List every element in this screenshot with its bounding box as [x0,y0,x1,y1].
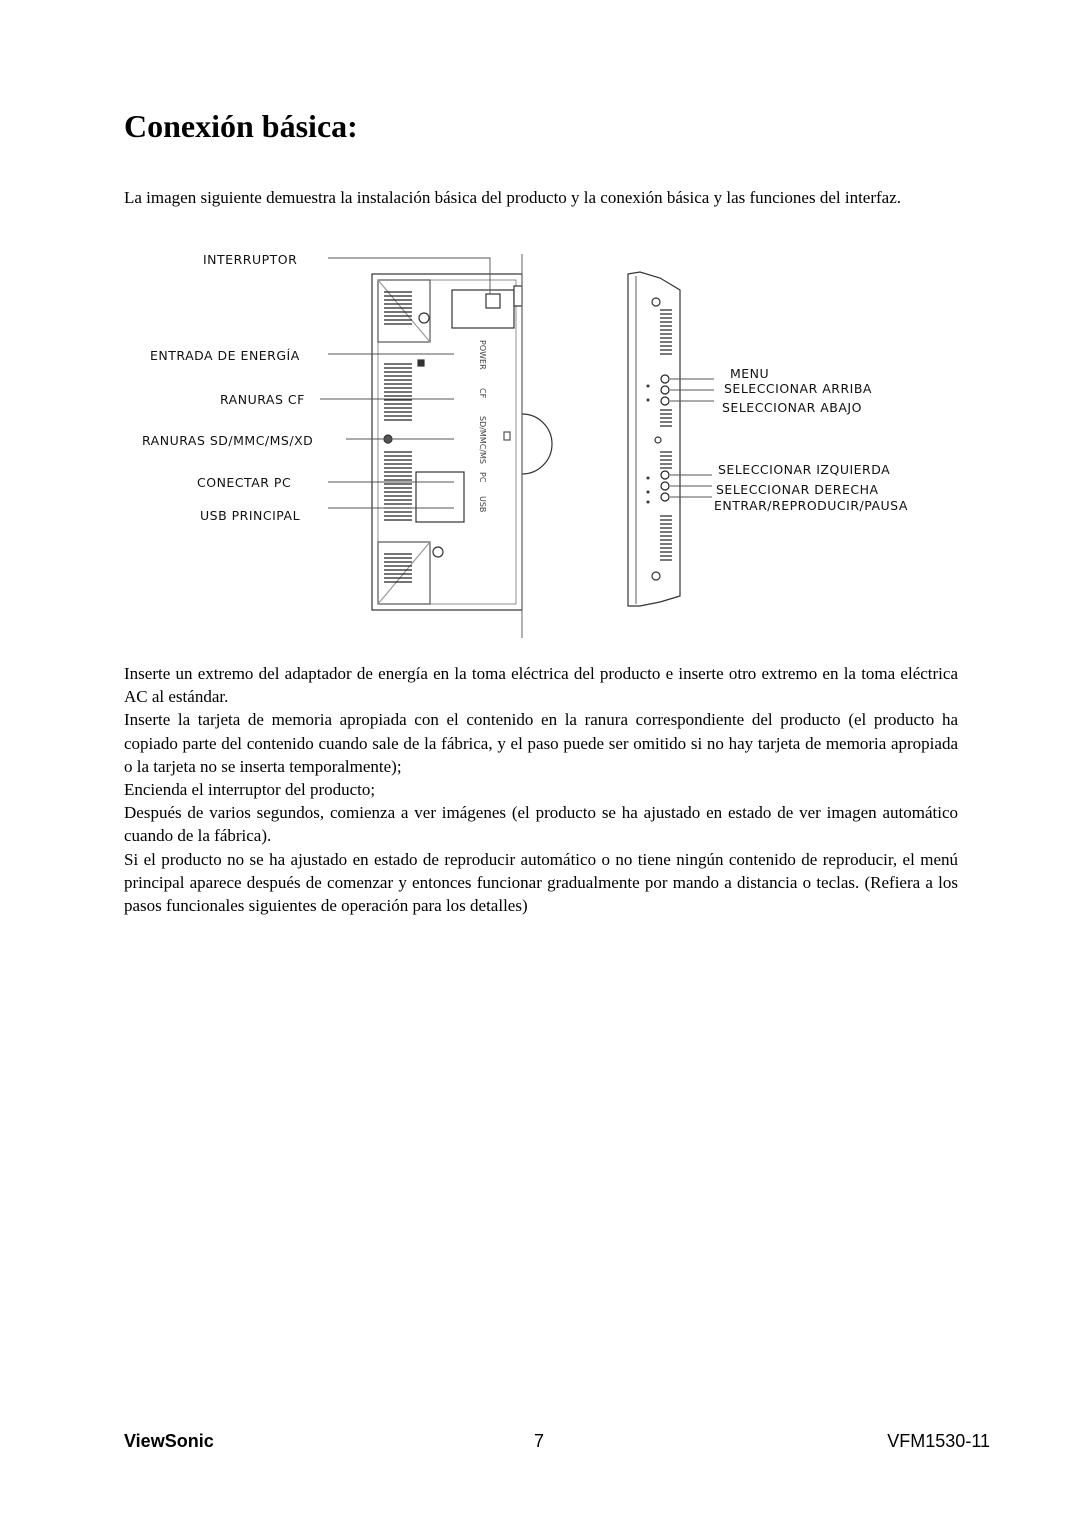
page-number: 7 [534,1431,545,1451]
right-button-icon [661,482,669,490]
side-view [628,272,680,606]
footer-model: VFM1530-11 [887,1431,990,1451]
side-vents [660,310,672,560]
left-button-icon [661,471,669,479]
label-seleccionar-arriba: SELECCIONAR ARRIBA [724,381,872,396]
label-conectar-pc: CONECTAR PC [197,475,292,490]
label-seleccionar-abajo: SELECCIONAR ABAJO [722,400,862,415]
paragraph-2: Inserte la tarjeta de memoria apropiada con el contenido en la ranura correspondiente del producto (el producto ha copiado parte del contenido cuando sale de la fábrica, y el paso puede ser omitido si no hay tarjeta de memoria apropiada o la tarjeta no se inserta temporalmente); [124,710,958,776]
port-label-cf: CF [478,388,487,399]
stand-hinge-icon [522,414,552,474]
up-button-icon [661,386,669,394]
footer-brand: ViewSonic [124,1431,214,1451]
label-entrar-reproducir: ENTRAR/REPRODUCIR/PAUSA [714,498,908,513]
port-label-usb: USB [478,496,487,513]
page-footer [124,1431,990,1459]
enter-button-icon [661,493,669,501]
port-label-power: POWER [478,340,487,370]
intro-paragraph: La imagen siguiente demuestra la instalación básica del producto y la conexión básica y las funciones del interfaz. [124,188,901,207]
paragraph-1: Inserte un extremo del adaptador de energía en la toma eléctrica del producto e inserte otro extremo en la toma eléctrica AC al estándar. [124,664,958,707]
paragraph-3: Encienda el interruptor del producto; [124,780,376,800]
menu-button-icon [661,375,669,383]
paragraph-4: Después de varios segundos, comienza a ver imágenes (el producto se ha ajustado en estado de ver imagen automático cuando de la fábrica). [124,803,958,846]
label-interruptor: INTERRUPTOR [203,252,298,267]
wall-mount-hole-icon [419,313,429,323]
wall-mount-hole-icon [433,547,443,557]
side-leader-lines [670,379,714,497]
switch-icon [486,294,500,308]
paragraph-5: Si el producto no se ha ajustado en estado de reproducir automático o no tiene ningún contenido de reproducir, el menú principal aparece después de comenzar y entonces funcionar gradualmente por mando a distancia o teclas. (Refiera a los pasos funcionales siguientes de operación para los detalles) [124,849,958,916]
connection-diagram [120,246,960,638]
port-label-pc: PC [478,472,487,483]
down-button-icon [661,397,669,405]
label-seleccionar-derecha: SELECCIONAR DERECHA [716,482,879,497]
label-ranuras-cf: RANURAS CF [220,392,305,407]
label-entrada-energia: ENTRADA DE ENERGÍA [150,348,300,363]
instructions [124,662,958,917]
connection-diagram-svg [120,246,960,638]
label-menu: MENU [730,366,770,381]
label-usb-principal: USB PRINCIPAL [200,508,301,523]
side-buttons [661,375,669,501]
label-seleccionar-izquierda: SELECCIONAR IZQUIERDA [718,462,891,477]
port-label-sd: SD/MMC/MS [478,416,487,464]
page-title: Conexión básica: [124,108,358,144]
label-ranuras-sd: RANURAS SD/MMC/MS/XD [142,433,314,448]
